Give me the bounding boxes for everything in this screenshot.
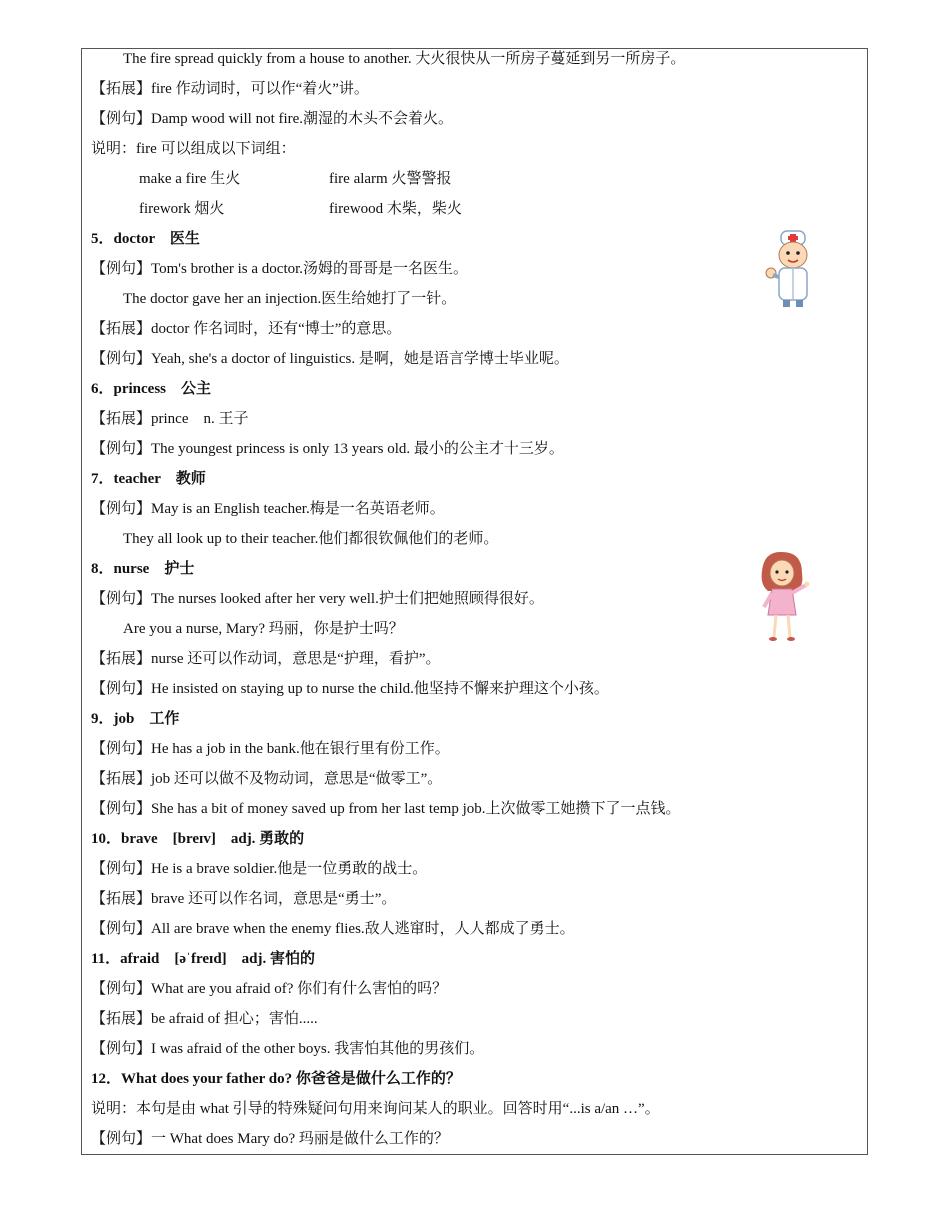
text-line: 【例句】I was afraid of the other boys. 我害怕其他的男孩们。 [91, 1041, 485, 1057]
text-line: 说明：fire 可以组成以下词组： [91, 141, 296, 157]
phrase-item: fire alarm 火警警报 [329, 171, 452, 187]
text-line: 【例句】He has a job in the bank.他在银行里有份工作。 [91, 741, 450, 757]
text-line: 【例句】Damp wood will not fire.潮湿的木头不会着火。 [91, 111, 454, 127]
text-line: The fire spread quickly from a house to another. 大火很快从一所房子蔓延到另一所房子。 [123, 51, 686, 67]
doctor-cartoon-icon [764, 229, 820, 309]
text-line: 【例句】May is an English teacher.梅是一名英语老师。 [91, 501, 445, 517]
text-line: 【例句】She has a bit of money saved up from her last temp job.上次做零工她攒下了一点钱。 [91, 801, 681, 817]
text-line: 【拓展】brave 还可以作名词，意思是“勇士”。 [91, 891, 397, 907]
text-line: 【例句】What are you afraid of? 你们有什么害怕的吗？ [91, 981, 448, 997]
nurse-cartoon-icon [752, 549, 810, 643]
text-line: 【例句】The youngest princess is only 13 years old. 最小的公主才十三岁。 [91, 441, 564, 457]
text-line: 【例句】The nurses looked after her very well.护士们把她照顾得很好。 [91, 591, 544, 607]
text-line: 【例句】He insisted on staying up to nurse the child.他坚持不懈来护理这个小孩。 [91, 681, 609, 697]
vocab-heading: 12．What does your father do? 你爸爸是做什么工作的？ [91, 1071, 461, 1087]
vocab-heading: 5．doctor 医生 [91, 231, 200, 247]
vocab-heading: 8．nurse 护士 [91, 561, 195, 577]
text-line: 【拓展】prince n. 王子 [91, 411, 249, 427]
text-line: The doctor gave her an injection.医生给她打了一针。 [123, 291, 457, 307]
text-line: 【拓展】be afraid of 担心；害怕..... [91, 1011, 318, 1027]
vocab-heading: 7．teacher 教师 [91, 471, 206, 487]
text-line: 【拓展】job 还可以做不及物动词，意思是“做零工”。 [91, 771, 443, 787]
text-line: 【例句】Tom's brother is a doctor.汤姆的哥哥是一名医生。 [91, 261, 469, 277]
vocab-heading: 10．brave [breɪv] adj. 勇敢的 [91, 831, 305, 847]
text-line: Are you a nurse, Mary? 玛丽，你是护士吗？ [123, 621, 404, 637]
phrase-item: make a fire 生火 [139, 171, 241, 187]
vocab-heading: 6．princess 公主 [91, 381, 212, 397]
text-line: 【例句】Yeah, she's a doctor of linguistics. 是啊，她是语言学博士毕业呢。 [91, 351, 569, 367]
vocab-heading: 9．job 工作 [91, 711, 180, 727]
text-line: 【拓展】nurse 还可以作动词，意思是“护理，看护”。 [91, 651, 441, 667]
text-line: 【例句】一 What does Mary do? 玛丽是做什么工作的？ [91, 1131, 449, 1147]
text-line: 【拓展】doctor 作名词时，还有“博士”的意思。 [91, 321, 402, 337]
text-line: 【例句】All are brave when the enemy flies.敌人逃窜时，人人都成了勇士。 [91, 921, 575, 937]
text-line: They all look up to their teacher.他们都很钦佩他们的老师。 [123, 531, 499, 547]
text-line: 说明：本句是由 what 引导的特殊疑问句用来询问某人的职业。回答时用“...is a/an …”。 [91, 1101, 660, 1117]
vocab-heading: 11．afraid [əˈfreɪd] adj. 害怕的 [91, 951, 316, 967]
document-page [81, 48, 868, 1155]
phrase-item: firework 烟火 [139, 201, 225, 217]
phrase-item: firewood 木柴，柴火 [329, 201, 462, 217]
text-line: 【拓展】fire 作动词时，可以作“着火”讲。 [91, 81, 369, 97]
text-line: 【例句】He is a brave soldier.他是一位勇敢的战士。 [91, 861, 428, 877]
